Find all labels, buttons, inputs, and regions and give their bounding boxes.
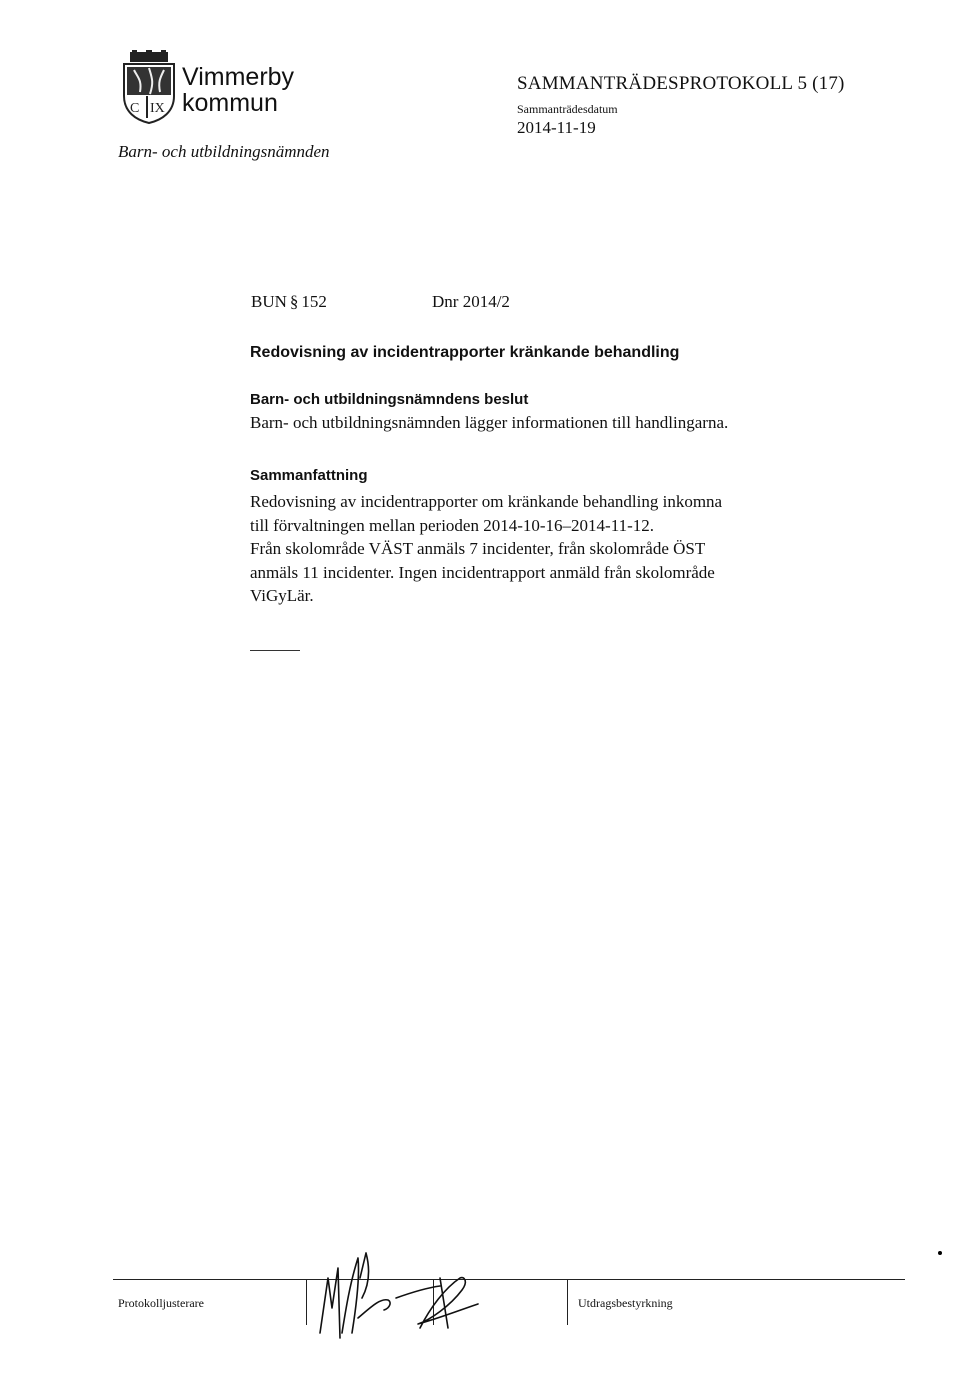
- protocol-adjuster-label: Protokolljusterare: [118, 1296, 204, 1310]
- municipality-logo-text: [182, 64, 294, 116]
- summary-heading: Sammanfattning: [250, 467, 368, 484]
- section-sign-icon: §: [289, 292, 299, 311]
- decision-text: Barn- och utbildningsnämnden lägger informationen till handlingarna.: [250, 413, 729, 432]
- footer-rule: [113, 1279, 905, 1280]
- paragraph-number: 152: [301, 292, 327, 311]
- summary-line: till förvaltningen mellan perioden 2014-10-16–2014-11-12.: [250, 515, 654, 535]
- summary-line: Från skolområde VÄST anmäls 7 incidenter, från skolområde ÖST: [250, 539, 706, 558]
- summary-line: anmäls 11 incidenter. Ingen incidentrapport anmäld från skolområde: [250, 562, 715, 582]
- logo-line-1: Vimmerby: [182, 63, 295, 91]
- municipal-crest-icon: [120, 50, 178, 124]
- summary-body: [250, 490, 722, 608]
- svg-text:IX: IX: [150, 101, 165, 116]
- logo-line-2: kommun: [182, 89, 278, 117]
- svg-text:C: C: [130, 101, 140, 116]
- scan-mark: [938, 1251, 942, 1255]
- protocol-title-row: [517, 73, 845, 95]
- summary-line: ViGyLär.: [250, 586, 314, 605]
- page-title: Redovisning av incidentrapporter kränkande behandling: [250, 344, 680, 361]
- case-reference-row: [251, 292, 510, 312]
- handwritten-signature-icon: [300, 1238, 500, 1346]
- section-divider: [250, 650, 300, 651]
- protocol-title: SAMMANTRÄDESPROTOKOLL: [517, 73, 793, 94]
- meeting-date-value: 2014-11-19: [517, 118, 596, 137]
- department-name: Barn- och utbildningsnämnden: [118, 142, 330, 161]
- board-code: BUN: [251, 292, 287, 311]
- page-indicator: 5 (17): [797, 73, 845, 94]
- case-dnr: Dnr 2014/2: [432, 292, 510, 311]
- extract-certification-label: Utdragsbestyrkning: [578, 1296, 673, 1310]
- summary-line: Redovisning av incidentrapporter om kränkande behandling inkomna: [250, 492, 723, 511]
- meeting-date-label: Sammanträdesdatum: [517, 102, 618, 116]
- footer-divider: [567, 1279, 568, 1325]
- decision-heading: Barn- och utbildningsnämndens beslut: [250, 391, 529, 408]
